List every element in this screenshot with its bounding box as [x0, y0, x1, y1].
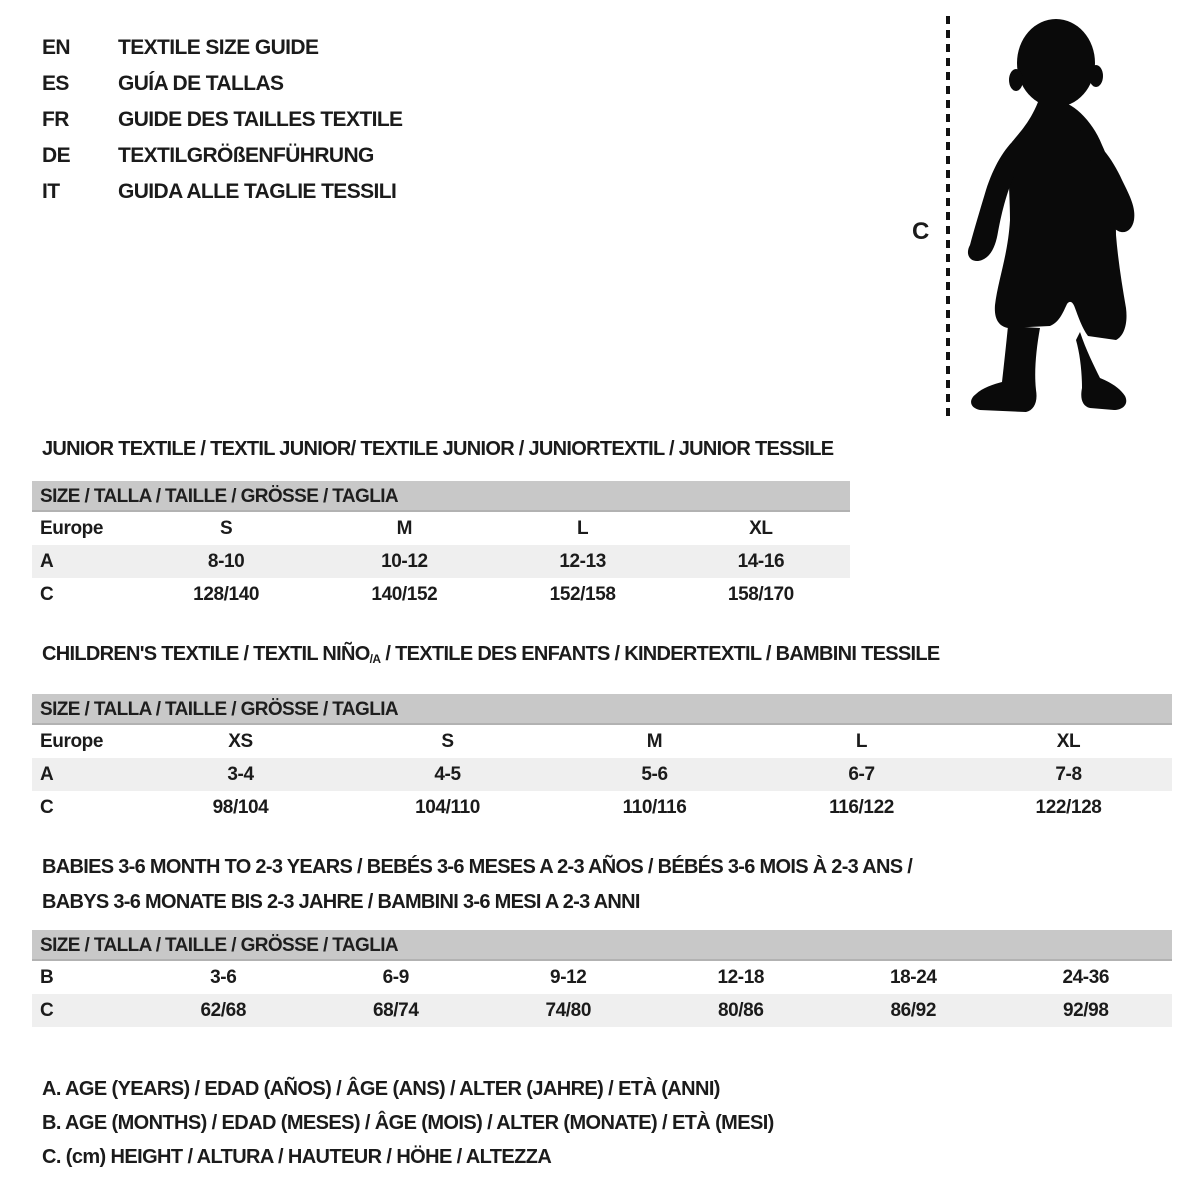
size-value-cell: L: [855, 731, 868, 752]
language-row-fr: [42, 102, 402, 138]
guide-title-fr: GUIDE DES TAILLES TEXTILE: [118, 108, 403, 131]
table-row: [32, 545, 850, 578]
language-row-en: [42, 30, 402, 66]
size-value-cell: S: [441, 731, 454, 752]
language-code: EN: [42, 36, 70, 59]
language-row-es: [42, 66, 402, 102]
table-row: [32, 994, 1172, 1027]
babies-size-table: [32, 930, 1172, 1027]
legend-line-c: C. (cm) HEIGHT / ALTURA / HAUTEUR / HÖHE / ALTEZZA: [42, 1146, 552, 1168]
children-size-table: [32, 694, 1172, 824]
language-code: ES: [42, 72, 69, 95]
size-value-cell: 4-5: [434, 764, 461, 785]
size-value-cell: 6-7: [848, 764, 875, 785]
row-label: C: [40, 584, 54, 605]
babies-table-rows: [32, 961, 1172, 1027]
row-label: Europe: [40, 518, 104, 539]
size-table-header: SIZE / TALLA / TAILLE / GRÖSSE / TAGLIA: [32, 930, 1172, 961]
size-value-cell: 3-6: [210, 967, 237, 988]
guide-title-it: GUIDA ALLE TAGLIE TESSILI: [118, 180, 397, 203]
guide-title-en: TEXTILE SIZE GUIDE: [118, 36, 319, 59]
language-row-de: [42, 138, 402, 174]
size-value-cell: 7-8: [1055, 764, 1082, 785]
language-title-list: [42, 30, 402, 210]
language-code: IT: [42, 180, 60, 203]
toddler-silhouette-icon: [950, 10, 1150, 420]
legend-line-b: B. AGE (MONTHS) / EDAD (MESES) / ÂGE (MOIS) / ALTER (MONATE) / ETÀ (MESI): [42, 1112, 774, 1134]
table-row: [32, 791, 1172, 824]
language-code: FR: [42, 108, 69, 131]
language-row-it: [42, 174, 402, 210]
row-label: A: [40, 764, 54, 785]
size-value-cell: 12-13: [559, 551, 606, 572]
guide-title-de: TEXTILGRÖßENFÜHRUNG: [118, 144, 374, 167]
guide-title-es: GUÍA DE TALLAS: [118, 72, 284, 95]
table-row: [32, 961, 1172, 994]
junior-section-title: JUNIOR TEXTILE / TEXTIL JUNIOR/ TEXTILE JUNIOR / JUNIORTEXTIL / JUNIOR TESSILE: [42, 438, 834, 460]
children-title-after: / TEXTILE DES ENFANTS / KINDERTEXTIL / BAMBINI TESSILE: [380, 643, 940, 665]
height-measure-label: C: [912, 218, 930, 245]
table-row: [32, 758, 1172, 791]
size-value-cell: 140/152: [371, 584, 438, 605]
row-label: C: [40, 797, 54, 818]
junior-size-table: [32, 481, 850, 611]
size-value-cell: 74/80: [545, 1000, 592, 1021]
measure-legend: [42, 1072, 774, 1174]
children-title-before: CHILDREN'S TEXTILE / TEXTIL NIÑO: [42, 643, 370, 665]
babies-title-line-1: BABIES 3-6 MONTH TO 2-3 YEARS / BEBÉS 3-6 MESES A 2-3 AÑOS / BÉBÉS 3-6 MOIS À 2-3 ANS /: [42, 856, 913, 878]
size-value-cell: L: [577, 518, 589, 539]
row-label: B: [40, 967, 54, 988]
size-value-cell: S: [219, 518, 233, 539]
size-table-header: SIZE / TALLA / TAILLE / GRÖSSE / TAGLIA: [32, 694, 1172, 725]
babies-section-title: [42, 850, 912, 920]
size-value-cell: 80/86: [717, 1000, 764, 1021]
size-value-cell: 122/128: [1035, 797, 1102, 818]
size-value-cell: XL: [749, 518, 773, 539]
size-value-cell: 92/98: [1062, 1000, 1109, 1021]
size-value-cell: 9-12: [550, 967, 587, 988]
size-value-cell: 6-9: [382, 967, 409, 988]
language-code: DE: [42, 144, 70, 167]
size-value-cell: 104/110: [415, 797, 480, 818]
size-value-cell: 116/122: [829, 797, 894, 818]
size-value-cell: 110/116: [622, 797, 687, 818]
size-value-cell: XL: [1056, 731, 1081, 752]
size-value-cell: M: [646, 731, 663, 752]
size-value-cell: XS: [228, 731, 253, 752]
size-value-cell: 98/104: [212, 797, 269, 818]
size-value-cell: M: [396, 518, 413, 539]
junior-table-rows: [32, 512, 850, 611]
size-value-cell: 128/140: [193, 584, 260, 605]
children-table-rows: [32, 725, 1172, 824]
children-section-title: [42, 643, 940, 666]
size-value-cell: 62/68: [200, 1000, 247, 1021]
babies-title-line-2: BABYS 3-6 MONATE BIS 2-3 JAHRE / BAMBINI 3-6 MESI A 2-3 ANNI: [42, 891, 640, 913]
table-row: [32, 578, 850, 611]
size-value-cell: 18-24: [889, 967, 937, 988]
table-row: [32, 512, 850, 545]
size-value-cell: 14-16: [737, 551, 785, 572]
size-value-cell: 3-4: [227, 764, 254, 785]
size-table-header: SIZE / TALLA / TAILLE / GRÖSSE / TAGLIA: [32, 481, 850, 512]
row-label: C: [40, 1000, 54, 1021]
size-value-cell: 152/158: [549, 584, 616, 605]
size-value-cell: 5-6: [641, 764, 668, 785]
size-value-cell: 24-36: [1062, 967, 1110, 988]
row-label: A: [40, 551, 54, 572]
size-value-cell: 8-10: [207, 551, 245, 572]
legend-line-a: A. AGE (YEARS) / EDAD (AÑOS) / ÂGE (ANS) / ALTER (JAHRE) / ETÀ (ANNI): [42, 1078, 720, 1100]
children-title-subscript: /A: [369, 652, 381, 666]
size-value-cell: 86/92: [890, 1000, 937, 1021]
row-label: Europe: [40, 731, 104, 752]
size-value-cell: 158/170: [727, 584, 794, 605]
size-value-cell: 10-12: [381, 551, 428, 572]
size-value-cell: 68/74: [372, 1000, 419, 1021]
table-row: [32, 725, 1172, 758]
size-value-cell: 12-18: [717, 967, 765, 988]
